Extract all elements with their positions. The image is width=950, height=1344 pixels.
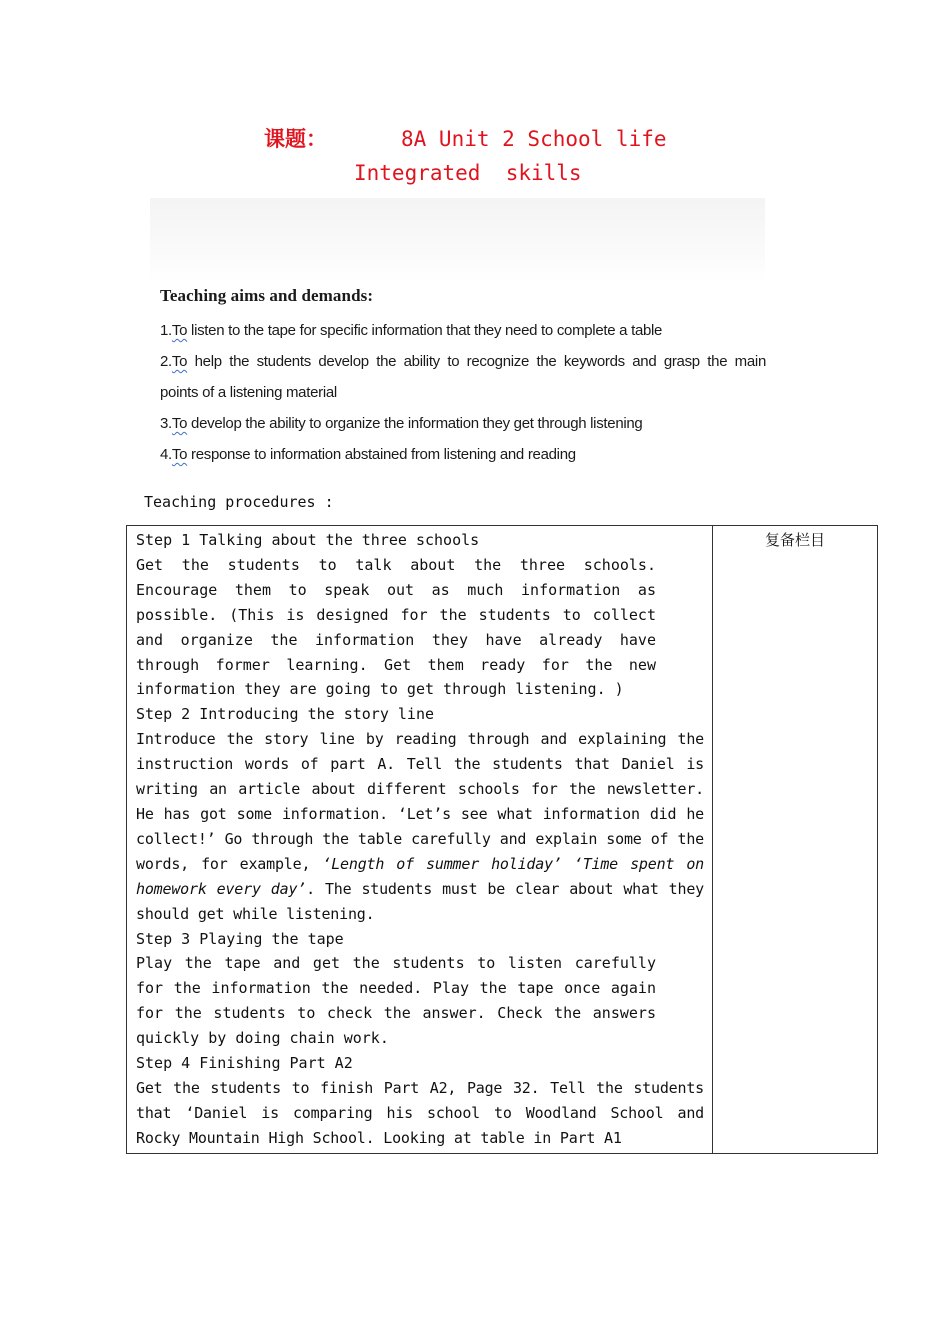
- procedures-content-cell: [127, 526, 713, 1154]
- step-3-body: Play the tape and get the students to listen carefully for the information the needed. Play the tape once again for the students to check the answer. Check the answers quickly by doing chain work.: [136, 954, 656, 1048]
- lesson-title-main: 8A Unit 2 School life: [401, 127, 667, 151]
- aim-item-4: 4.To response to information abstained from listening and reading: [160, 446, 576, 463]
- step-4-title: Step 4 Finishing Part A2: [136, 1054, 353, 1073]
- step-4-body: Get the students to finish Part A2, Page 32. Tell the students that ‘Daniel is comparing his school to Woodland School and Rocky Mountain High School. Looking at table in Part A1: [136, 1078, 704, 1147]
- procedures-label: Teaching procedures :: [144, 493, 334, 511]
- aim-item-2-continued: points of a listening material: [160, 384, 337, 401]
- aim-item-2: 2.To help the students develop the ability to recognize the keywords and grasp the main: [160, 353, 766, 370]
- procedures-table: [126, 525, 878, 1154]
- aim-item-3: 3.To develop the ability to organize the information they get through listening: [160, 415, 643, 432]
- side-notes-cell: [713, 526, 878, 1154]
- aims-heading: Teaching aims and demands:: [160, 286, 374, 305]
- lesson-title: [264, 123, 667, 153]
- teaching-aims: [160, 286, 766, 470]
- step-2-title: Step 2 Introducing the story line: [136, 705, 435, 724]
- aim-item-1: 1.To listen to the tape for specific information that they need to complete a table: [160, 322, 663, 339]
- step-3-title: Step 3 Playing the tape: [136, 929, 344, 948]
- side-column-title: 复备栏目: [764, 531, 825, 549]
- step-1-title: Step 1 Talking about the three schools: [136, 531, 480, 549]
- lesson-title-prefix: 课题：: [264, 127, 327, 151]
- step-2-body: Introduce the story line by reading through and explaining the instruction words of part A. Tell the students that Daniel is writing an article about different schools for the newsletter. He has got some information. ‘Let’s see what information did he collect!’ Go through the table carefully and explain some of the words, for example, ‘Length of summer holiday’ ‘Time spent on homework every day’. The students must be clear about what they should get while listening.: [136, 730, 704, 923]
- step-1-body: Get the students to talk about the three schools. Encourage them to speak out as much information as possible. (This is designed for the students to collect and organize the information they have already have through former learning. Get them ready for the new information they are going to get through listening. ): [136, 555, 656, 699]
- lesson-subtitle: Integrated skills: [354, 161, 582, 185]
